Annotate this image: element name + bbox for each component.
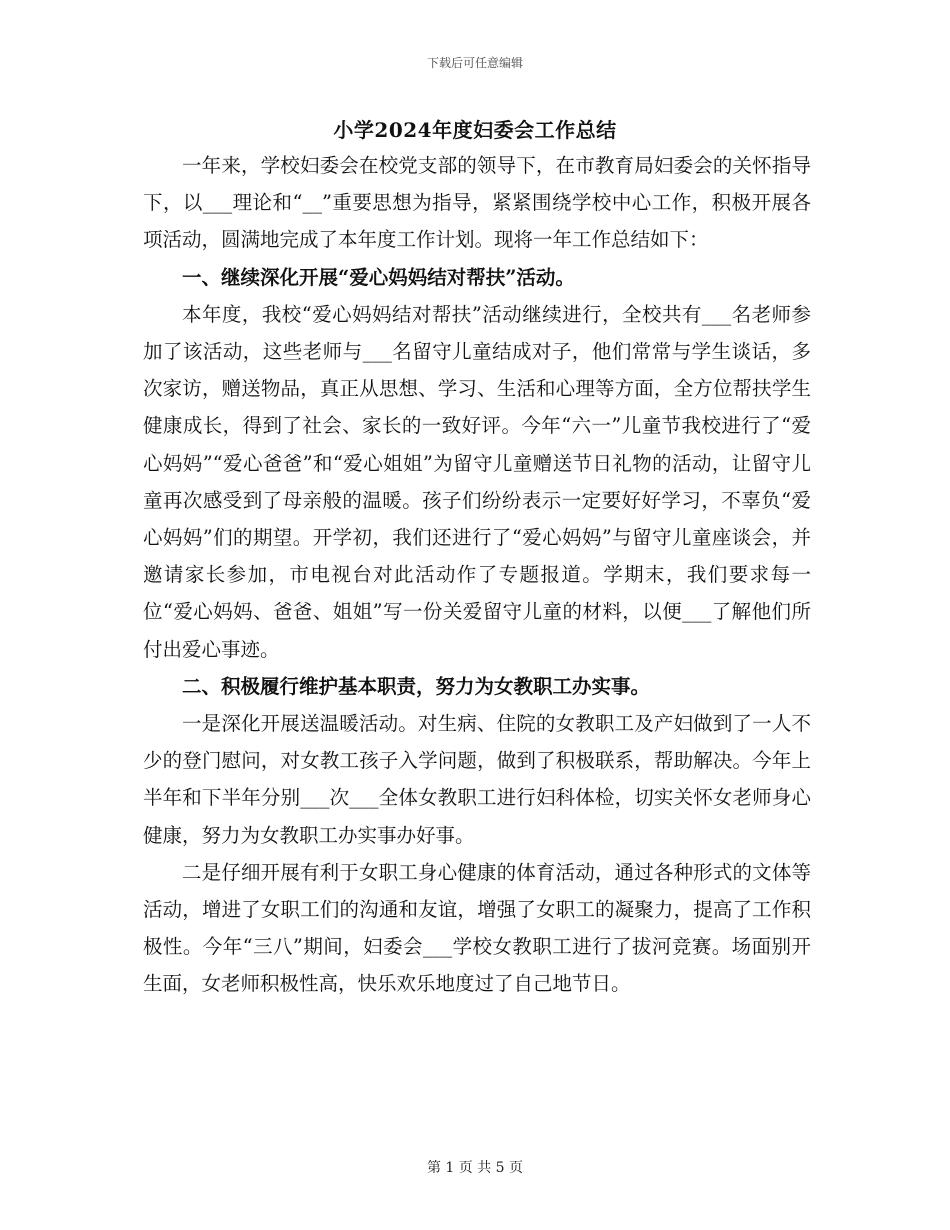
section-2-paragraph-1: 一是深化开展送温暖活动。对生病、住院的女教职工及产妇做到了一人不少的登门慰问，对女教工孩子入学问题，做到了积极联系，帮助解决。今年上半年和下半年分别___次___全体女教职工进行妇科体检，切实关怀女老师身心健康，努力为女教职工办实事办好事。 xyxy=(143,712,811,847)
section-1-paragraph: 本年度，我校“爱心妈妈结对帮扶”活动继续进行，全校共有___名老师参加了该活动，这些老师与___名留守儿童结成对子，他们常常与学生谈话，多次家访，赠送物品，真正从思想、学习、生活和心理等方面，全方位帮扶学生健康成长，得到了社会、家长的一致好评。今年“六一”儿童节我校进行了“爱心妈妈”“爱心爸爸”和“爱心姐姐”为留守儿童赠送节日礼物的活动，让留守儿童再次感受到了母亲般的温暖。孩子们纷纷表示一定要好好学习，不辜负“爱心妈妈”们的期望。开学初，我们还进行了“爱心妈妈”与留守儿童座谈会，并邀请家长参加，市电视台对此活动作了专题报道。学期末，我们要求每一位“爱心妈妈、爸爸、姐姐”写一份关爱留守儿童的材料，以便___了解他们所付出爱心事迹。 xyxy=(143,302,811,661)
intro-paragraph: 一年来，学校妇委会在校党支部的领导下，在市教育局妇委会的关怀指导下，以___理论和“__”重要思想为指导，紧紧围绕学校中心工作，积极开展各项活动，圆满地完成了本年度工作计划。现将一年工作总结如下： xyxy=(143,154,811,252)
page-footer: 第 1 页 共 5 页 xyxy=(426,1160,524,1176)
document-body xyxy=(143,147,811,1003)
section-2-paragraph-2: 二是仔细开展有利于女职工身心健康的体育活动，通过各种形式的文体等活动，增进了女职工们的沟通和友谊，增强了女职工的凝聚力，提高了工作积极性。今年“三八”期间，妇委会___学校女教职工进行了拔河竞赛。场面别开生面，女老师积极性高，快乐欢乐地度过了自己地节日。 xyxy=(143,860,811,996)
section-heading-1: 一、继续深化开展“爱心妈妈结对帮扶”活动。 xyxy=(182,265,575,289)
section-heading-2: 二、积极履行维护基本职责，努力为女教职工办实事。 xyxy=(182,674,651,698)
document-title: 小学2024年度妇委会工作总结 xyxy=(333,118,617,142)
page-header-note: 下载后可任意编辑 xyxy=(426,56,523,70)
